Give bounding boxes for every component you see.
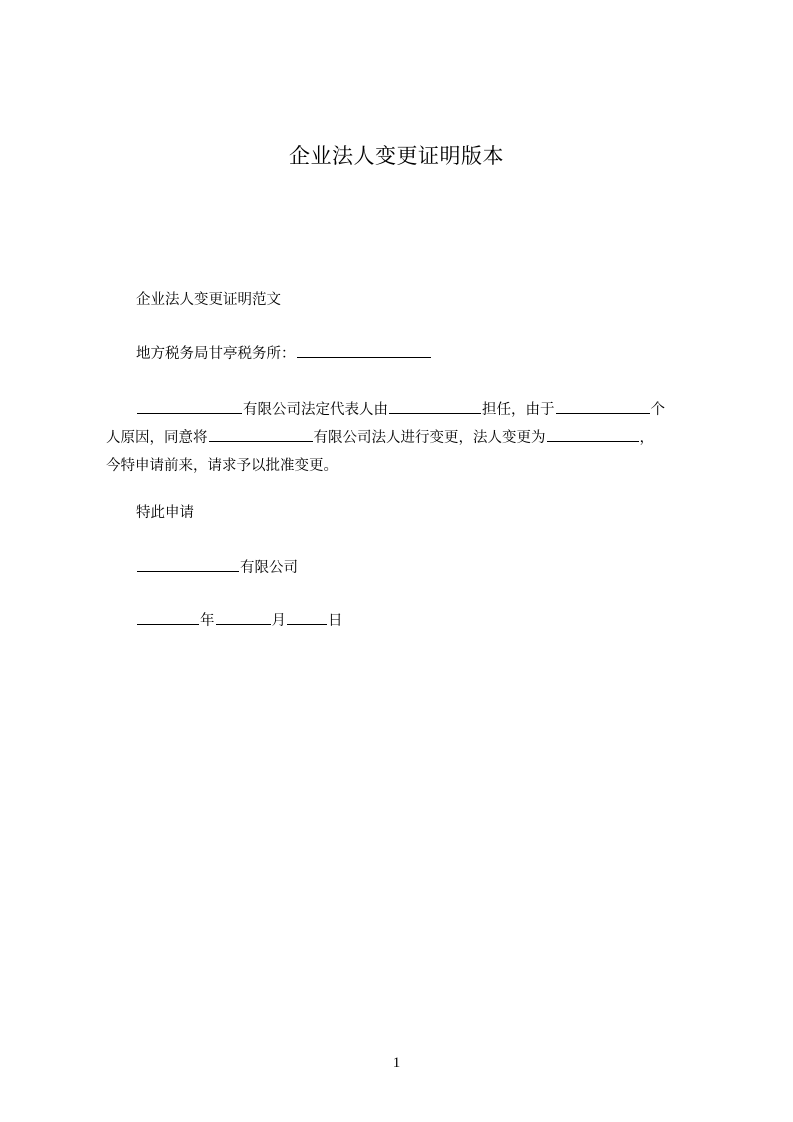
year-label: 年 (200, 613, 215, 629)
day-blank (287, 610, 327, 625)
company-signature-line (136, 557, 298, 578)
body-row-3 (106, 452, 702, 480)
document-subtitle: 企业法人变更证明范文 (136, 292, 281, 308)
closing-text: 特此申请 (136, 505, 194, 521)
company-suffix: 有限公司 (240, 560, 298, 576)
day-label: 日 (328, 613, 343, 629)
body-row-2 (106, 424, 702, 452)
new-representative-blank (547, 427, 639, 442)
company-name-blank (137, 399, 242, 414)
reason-blank (556, 399, 650, 414)
body-text: 人原因，同意将 (106, 430, 208, 446)
body-paragraph (106, 396, 702, 480)
year-blank (137, 610, 199, 625)
body-text: 有限公司法定代表人由 (243, 402, 388, 418)
body-row-1 (106, 396, 702, 424)
body-text: 今特申请前来，请求予以批准变更。 (106, 458, 338, 474)
body-text: ， (639, 430, 654, 446)
month-label: 月 (271, 613, 286, 629)
company-name-blank-2 (209, 427, 313, 442)
body-text: 担任，由于 (482, 402, 555, 418)
old-representative-blank (389, 399, 481, 414)
company-signature-blank (137, 557, 239, 572)
date-line (136, 610, 343, 631)
addressee-line (136, 343, 432, 364)
addressee-blank (297, 343, 431, 358)
month-blank (216, 610, 271, 625)
page-number: 1 (392, 1055, 401, 1071)
body-text: 个 (650, 402, 665, 418)
addressee-label: 地方税务局甘亭税务所： (136, 346, 296, 362)
body-text: 有限公司法人进行变更，法人变更为 (313, 430, 546, 446)
document-title: 企业法人变更证明版本 (289, 144, 504, 168)
